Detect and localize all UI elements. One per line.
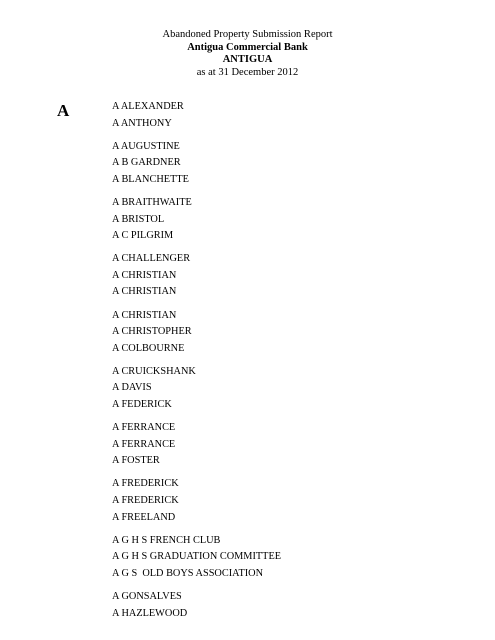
list-item: A FERRANCE: [112, 422, 176, 434]
list-item: A BLANCHETTE: [112, 173, 189, 185]
list-item: A COLBOURNE: [112, 342, 185, 354]
list-item: A FREDERICK: [112, 478, 179, 490]
list-item: A CHRISTOPHER: [112, 326, 192, 338]
list-item: A DAVIS: [112, 382, 152, 394]
list-item: A FEDERICK: [112, 399, 172, 410]
list-item: A CHRISTIAN: [112, 309, 177, 321]
list-item: A FREELAND: [112, 511, 176, 523]
report-header: [0, 29, 495, 79]
list-item: A CHRISTIAN: [112, 286, 177, 298]
list-item: A FREDERICK: [112, 494, 179, 506]
list-item: A BRAITHWAITE: [112, 196, 192, 208]
list-item: A CHALLENGER: [112, 253, 191, 265]
list-item: A GONSALVES: [112, 590, 182, 602]
list-item: A CHRISTIAN: [112, 269, 177, 281]
name-group: [112, 308, 472, 358]
bank-name: Antigua Commercial Bank: [187, 41, 308, 53]
report-date: as at 31 December 2012: [196, 66, 299, 78]
name-group: [112, 589, 472, 622]
list-item: A ANTHONY: [112, 117, 172, 129]
list-item: A B GARDNER: [112, 157, 181, 169]
list-item: A G H S FRENCH CLUB: [112, 534, 221, 546]
list-item: A G S OLD BOYS ASSOCIATION: [112, 567, 264, 579]
name-list: [112, 99, 472, 629]
name-group: [112, 476, 472, 526]
name-group: [112, 251, 472, 301]
name-group: [112, 139, 472, 189]
name-group: [112, 364, 472, 414]
list-item: A HAZLEWOOD: [112, 607, 188, 619]
list-item: A FOSTER: [112, 455, 160, 467]
list-item: A G H S GRADUATION COMMITTEE: [112, 551, 282, 563]
list-item: A FERRANCE: [112, 438, 176, 450]
name-group: [112, 99, 472, 132]
list-item: A C PILGRIM: [112, 230, 174, 242]
list-item: A BRISTOL: [112, 213, 165, 225]
country-name: ANTIGUA: [222, 54, 273, 65]
report-title: Abandoned Property Submission Report: [162, 29, 333, 40]
list-item: A ALEXANDER: [112, 101, 184, 112]
name-group: [112, 533, 472, 583]
list-item: A CRUICKSHANK: [112, 365, 196, 377]
list-item: A AUGUSTINE: [112, 140, 180, 152]
section-letter: A: [57, 101, 70, 120]
name-group: [112, 195, 472, 245]
name-group: [112, 420, 472, 470]
